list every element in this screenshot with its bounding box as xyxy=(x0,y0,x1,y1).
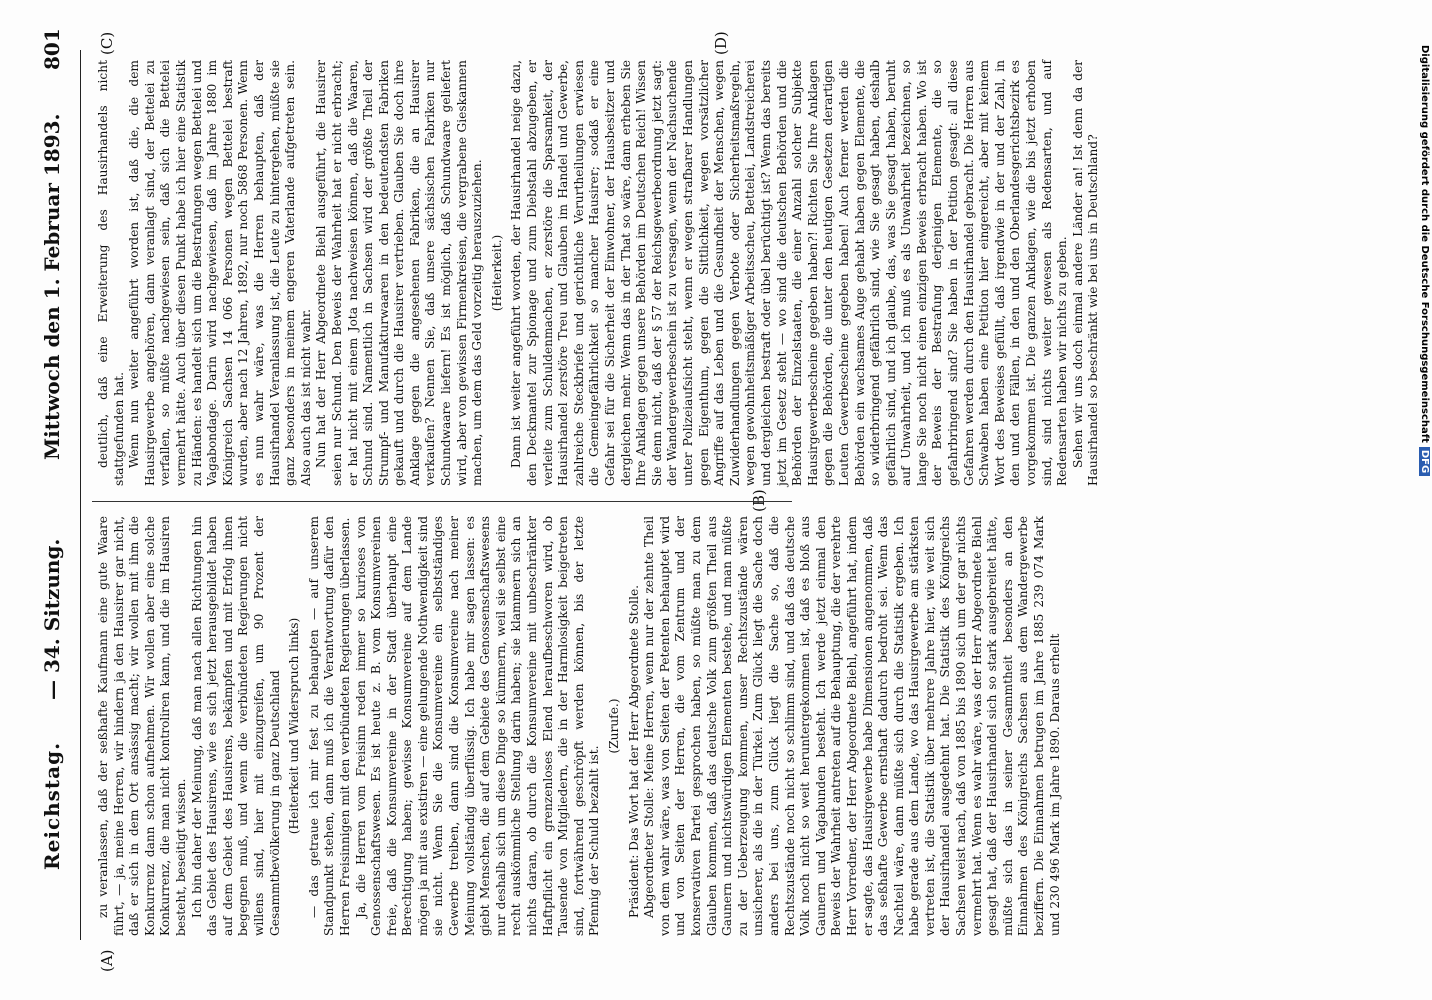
margin-mark-b: (B) xyxy=(750,489,768,512)
right-text-column xyxy=(96,60,1101,486)
digitization-note xyxy=(1418,45,1432,645)
paragraph: — das getraue ich mir fest zu behaupten — auf unserem Standpunkt stehen, dann muß ich die Verantwortung dafür den Herren Freisinnigen mit den verbündeten Regierungen überlassen. xyxy=(306,516,352,936)
speaker-line: Präsident: Das Wort hat der Herr Abgeordnete Stolle. xyxy=(626,584,641,918)
paragraph: Wenn nun weiter angeführt worden ist, daß die, die dem Hausirgewerbe angehören, dann veranlagt sind, der Bettelei zu verfallen, so müßte nachgewiesen sein, daß sich die Bettelei vermehrt hätte. Auch über diesen Punkt habe ich hier eine Statistik zu Händen: es handelt sich um die Bestrafungen wegen Bettelei und Vagabondage. Darin wird nachgewiesen, daß im Jahre 1880 im Königreich Sachsen 14 066 Personen wegen Bettelei bestraft wurden, aber nach 12 Jahren, 1892, nur noch 5868 Personen. Wenn es nun wahr wäre, was die Herren behaupten, daß der Hausirhandel Veranlassung ist, die Leute zu hintergehen, müßte sie ganz besonders in meinem engeren Vaterlande aufgetreten sein. Also auch das ist nicht wahr. xyxy=(127,60,313,486)
paragraph: Abgeordneter Stolle: Meine Herren, wenn nur der zehnte Theil von dem wahr wäre, was von Seiten der Petenten behauptet wird und von Seiten der Herren, die vom Zentrum und der konservativen Partei gesprochen haben, so müßte man zu dem Glauben kommen, daß das deutsche Volk zum größten Theil aus Gaunern und nichtswürdigen Elementen bestehe, und man müßte zu der Ueberzeugung kommen, unser Rechtszustände wären unsicherer, als die in der Türkei. Zum Glück liegt die Sache doch anders bei uns, zum Glück liegt die Sache so, daß die Rechtszustände noch nicht so schlimm sind, und daß das deutsche Volk noch nicht so weit heruntergekommen ist, daß es bloß aus Gaunern und Vagabunden besteht. Ich werde jetzt einmal den Beweis der Wahrheit antreten auf die Behauptung, die der verehrte Herr Vorredner, der Herr Abgeordnete Biehl, angeführt hat, indem er sagte, das Hausirgewerbe habe Dimensionen angenommen, daß das seßhafte Gewerbe ernsthaft dadurch bedroht sei. Wenn das Nachteil wäre, dann müßte sich durch die Statistik ergeben. Ich habe gerade aus dem Lande, wo das Hausirgewerbe am stärksten vertreten ist, die Statistik über mehrere Jahre hier, wie weit sich der Hausirhandel ausgedehnt hat. Die Statistik des Königreichs Sachsen weist nach, daß von 1885 bis 1890 sich um der gar nichts vermehrt hat. Wenn es wahr wäre, was der Herr Abgeordnete Biehl gesagt hat, daß der Hausirhandel sich so stark ausgebreitet hätte, müßte sich das in seiner Gesammtheit besonders an den Einnahmen des Königreichs Sachsen aus dem Wandergewerbe beziffern. Die Einnahmen betrugen im Jahre 1885 239 074 Mark und 230 496 Mark im Jahre 1890. Daraus erhellt xyxy=(642,516,1062,936)
paragraph: Ich bin daher der Meinung, daß man nach allen Richtungen hin das Gebiet des Hausirens, wie es sich jetzt herausgebildet haben auf dem Gebiet des Hausirens, bekämpfen und mit Erfolg ihnen begegnen muß, und wenn die verbündeten Regierungen nicht willens sind, hier mit einzugreifen, um 90 Prozent der Gesammtbevölkerung in ganz Deutschland xyxy=(189,516,282,936)
interjection: (Heiterkeit und Widerspruch links) xyxy=(287,617,302,835)
paragraph: Ja, die Herren vom Freisinn reden immer so kurioses von Genossenschaftswesen. Es ist heute z. B. vom Konsumvereinen freie, daß die Konsumvereine in der Stadt überhaupt eine Berechtigung haben; gewisse Konsumvereine auf dem Lande mögen ja mit aus existiren — eine gelungende Nothwendigkeit sind sie nicht. Wenn Sie die Konsumvereine ein selbstständiges Gewerbe treiben, dann sind die Konsumvereine nach meiner Meinung vollständig überflüssig. Ich habe mir sagen lassen: es giebt Menschen, die auf dem Gebiete des Genossenschaftswesens nur deshalb sich um diese Dinge so kümmern, weil sie selbst eine recht auskömmliche Stellung darin haben; sie klammern sich an nichts daran, ob durch die Konsumvereine mit unbeschränkter Haftpflicht ein grenzenloses Elend heraufbeschworen wird, ob Tausende von Mitgliedern, die in der Harmlosigkeit beigetreten sind, fortwährend geschröpft werden können, bis der letzte Pfennig der Schuld bezahlt ist. xyxy=(353,516,602,936)
interjection: (Zurufe.) xyxy=(607,698,621,754)
paragraph: Dann ist weiter angeführt worden, der Hausirhandel neige dazu, den Deckmantel zur Spionage und zum Diebstahl abzugeben, er verleite zum Schuldenmachen, er zerstöre die Sparsamkeit, der Hausirhandel zerstöre Treu und Glauben im Handel und Gewerbe, zahlreiche Steckbriefe und gerichtliche Verurtheilungen erwiesen die Gemeingefährlichkeit so mancher Hausirer; sodaß er eine Gefahr sei für die Sicherheit der Einwohner, der Hausbesitzer und dergleichen mehr. Wenn das in der That so wäre, dann erheben Sie Ihre Anklagen gegen unsere Behörden im Deutschen Reich! Wissen Sie denn nicht, daß der § 57 der Reichsgewerbeordnung jetzt sagt: der Wandergewerbeschein ist zu versagen, wenn der Nachsuchende unter Polizeiaufsicht steht, wenn er wegen strafbarer Handlungen gegen Eigenthum, gegen die Sittlichkeit, wegen vorsätzlicher Angriffe auf das Leben und die Gesundheit der Menschen, wegen Zuwiderhandlungen gegen Verbote oder Sicherheitsmaßregeln, wegen gewohnheitsmäßiger Arbeitsscheu, Bettelei, Landstreicherei und dergleichen bestraft oder übel berüchtigt ist? Wenn das bereits jetzt im Gesetz steht — wo sind die deutschen Behörden und die Behörden der Einzelstaaten, die einer Anzahl solcher Subjekte Hausirgewerbescheine gegeben haben?! Richten Sie Ihre Anklagen gegen die Behörden, die unter den heutigen Gesetzen derartigen Leuten Gewerbescheine gegeben haben! Auch ferner werden die Behörden ein wachsames Auge gehabt haben gegen Elemente, die so widerbringend gefährlich sind, wie Sie gesagt haben, deshalb gefährlich sind, und ich glaube, das, was Sie gesagt haben, beruht auf Unwahrheit, und ich muß es als Unwahrheit bezeichnen, so lange Sie noch nicht einen einzigen Beweis erbracht haben. Wo ist der Beweis der Bestrafung derjenigen Elemente, die so gefahrbringend sind? Sie haben in der Petition gesagt: all diese Gefahren werden durch den Hausirhandel gebracht. Die Herren aus Schwaben haben eine Petition hier eingereicht, aber mit keinem Wort des Beweises gefüllt, daß irgendwie in der und der Zahl, in den und den Fällen, in den und den Oberlandesgerichtsbezirk es vorgekommen ist. Die ganzen Anklagen, wie die bis jetzt erhoben sind, sind nichts weiter gewesen als Redensarten, und auf Redensarten haben wir nichts zu geben. xyxy=(509,60,1070,486)
header-date: Mittwoch den 1. Februar 1893. xyxy=(40,113,64,460)
dfg-logo: DFG xyxy=(1419,447,1430,476)
left-text-column xyxy=(96,516,1062,936)
margin-mark-c: (C) xyxy=(98,31,116,55)
page-header xyxy=(40,0,80,1000)
digitization-text: Digitalisierung gefördert durch die Deutsche Forschungsgemeinschaft xyxy=(1419,45,1430,443)
paragraph: zu veranlassen, daß der seßhafte Kaufmann eine gute Waare führt, — ja, meine Herren, wir hindern ja den Hausirer gar nicht, daß er sich in dem Ort ansässig macht; wir wollen mit ihm die Konkurrenz dann schon aufnehmen. Wir wollen aber eine solche Konkurrenz, die man nicht kontroliren kann, und die im Hausiren besteht, beseitigt wissen. xyxy=(96,516,188,936)
paragraph: Nun hat der Herr Abgeordnete Biehl ausgeführt, die Hausirer seien nur Schund. Den Beweis der Wahrheit hat er nicht erbracht; er hat nicht mit einem Jota nachweisen können, daß die Waaren, Schund sind. Namentlich in Sachsen wird der größte Theil der Strumpf- und Manufakturwaaren in den bedeutendsten Fabriken gekauft und durch die Hausirer vertrieben. Glauben Sie doch ihre Anklage gegen die angesehenen Fabriken, die an Hausirer verkaufen? Nennen Sie, daß unsere sächsischen Fabriken nur Schundwaare liefern! Es ist möglich, daß Schundwaare geliefert wird, aber von gewissen Firmenkreisen, die vergrabene Gieskannen machen, um dem das Geld vorzeitig herauszuziehen. xyxy=(314,60,485,486)
header-page-number: 801 xyxy=(40,28,64,70)
header-reichstag: Reichstag. xyxy=(40,741,64,870)
header-session: — 34. Sitzung. xyxy=(40,538,64,700)
column-divider xyxy=(92,501,792,502)
paragraph: Sehen wir uns doch einmal andere Länder an! Ist denn da der Hausirhandel so beschränkt wie bei uns in Deutschland? xyxy=(1070,60,1101,486)
paragraph: deutlich, daß eine Erweiterung des Hausirhandels nicht stattgefunden hat. xyxy=(96,60,126,486)
margin-mark-a: (A) xyxy=(98,949,116,972)
interjection: (Heiterkeit.) xyxy=(489,234,504,312)
margin-mark-d: (D) xyxy=(712,31,730,55)
header-rule xyxy=(80,50,81,940)
